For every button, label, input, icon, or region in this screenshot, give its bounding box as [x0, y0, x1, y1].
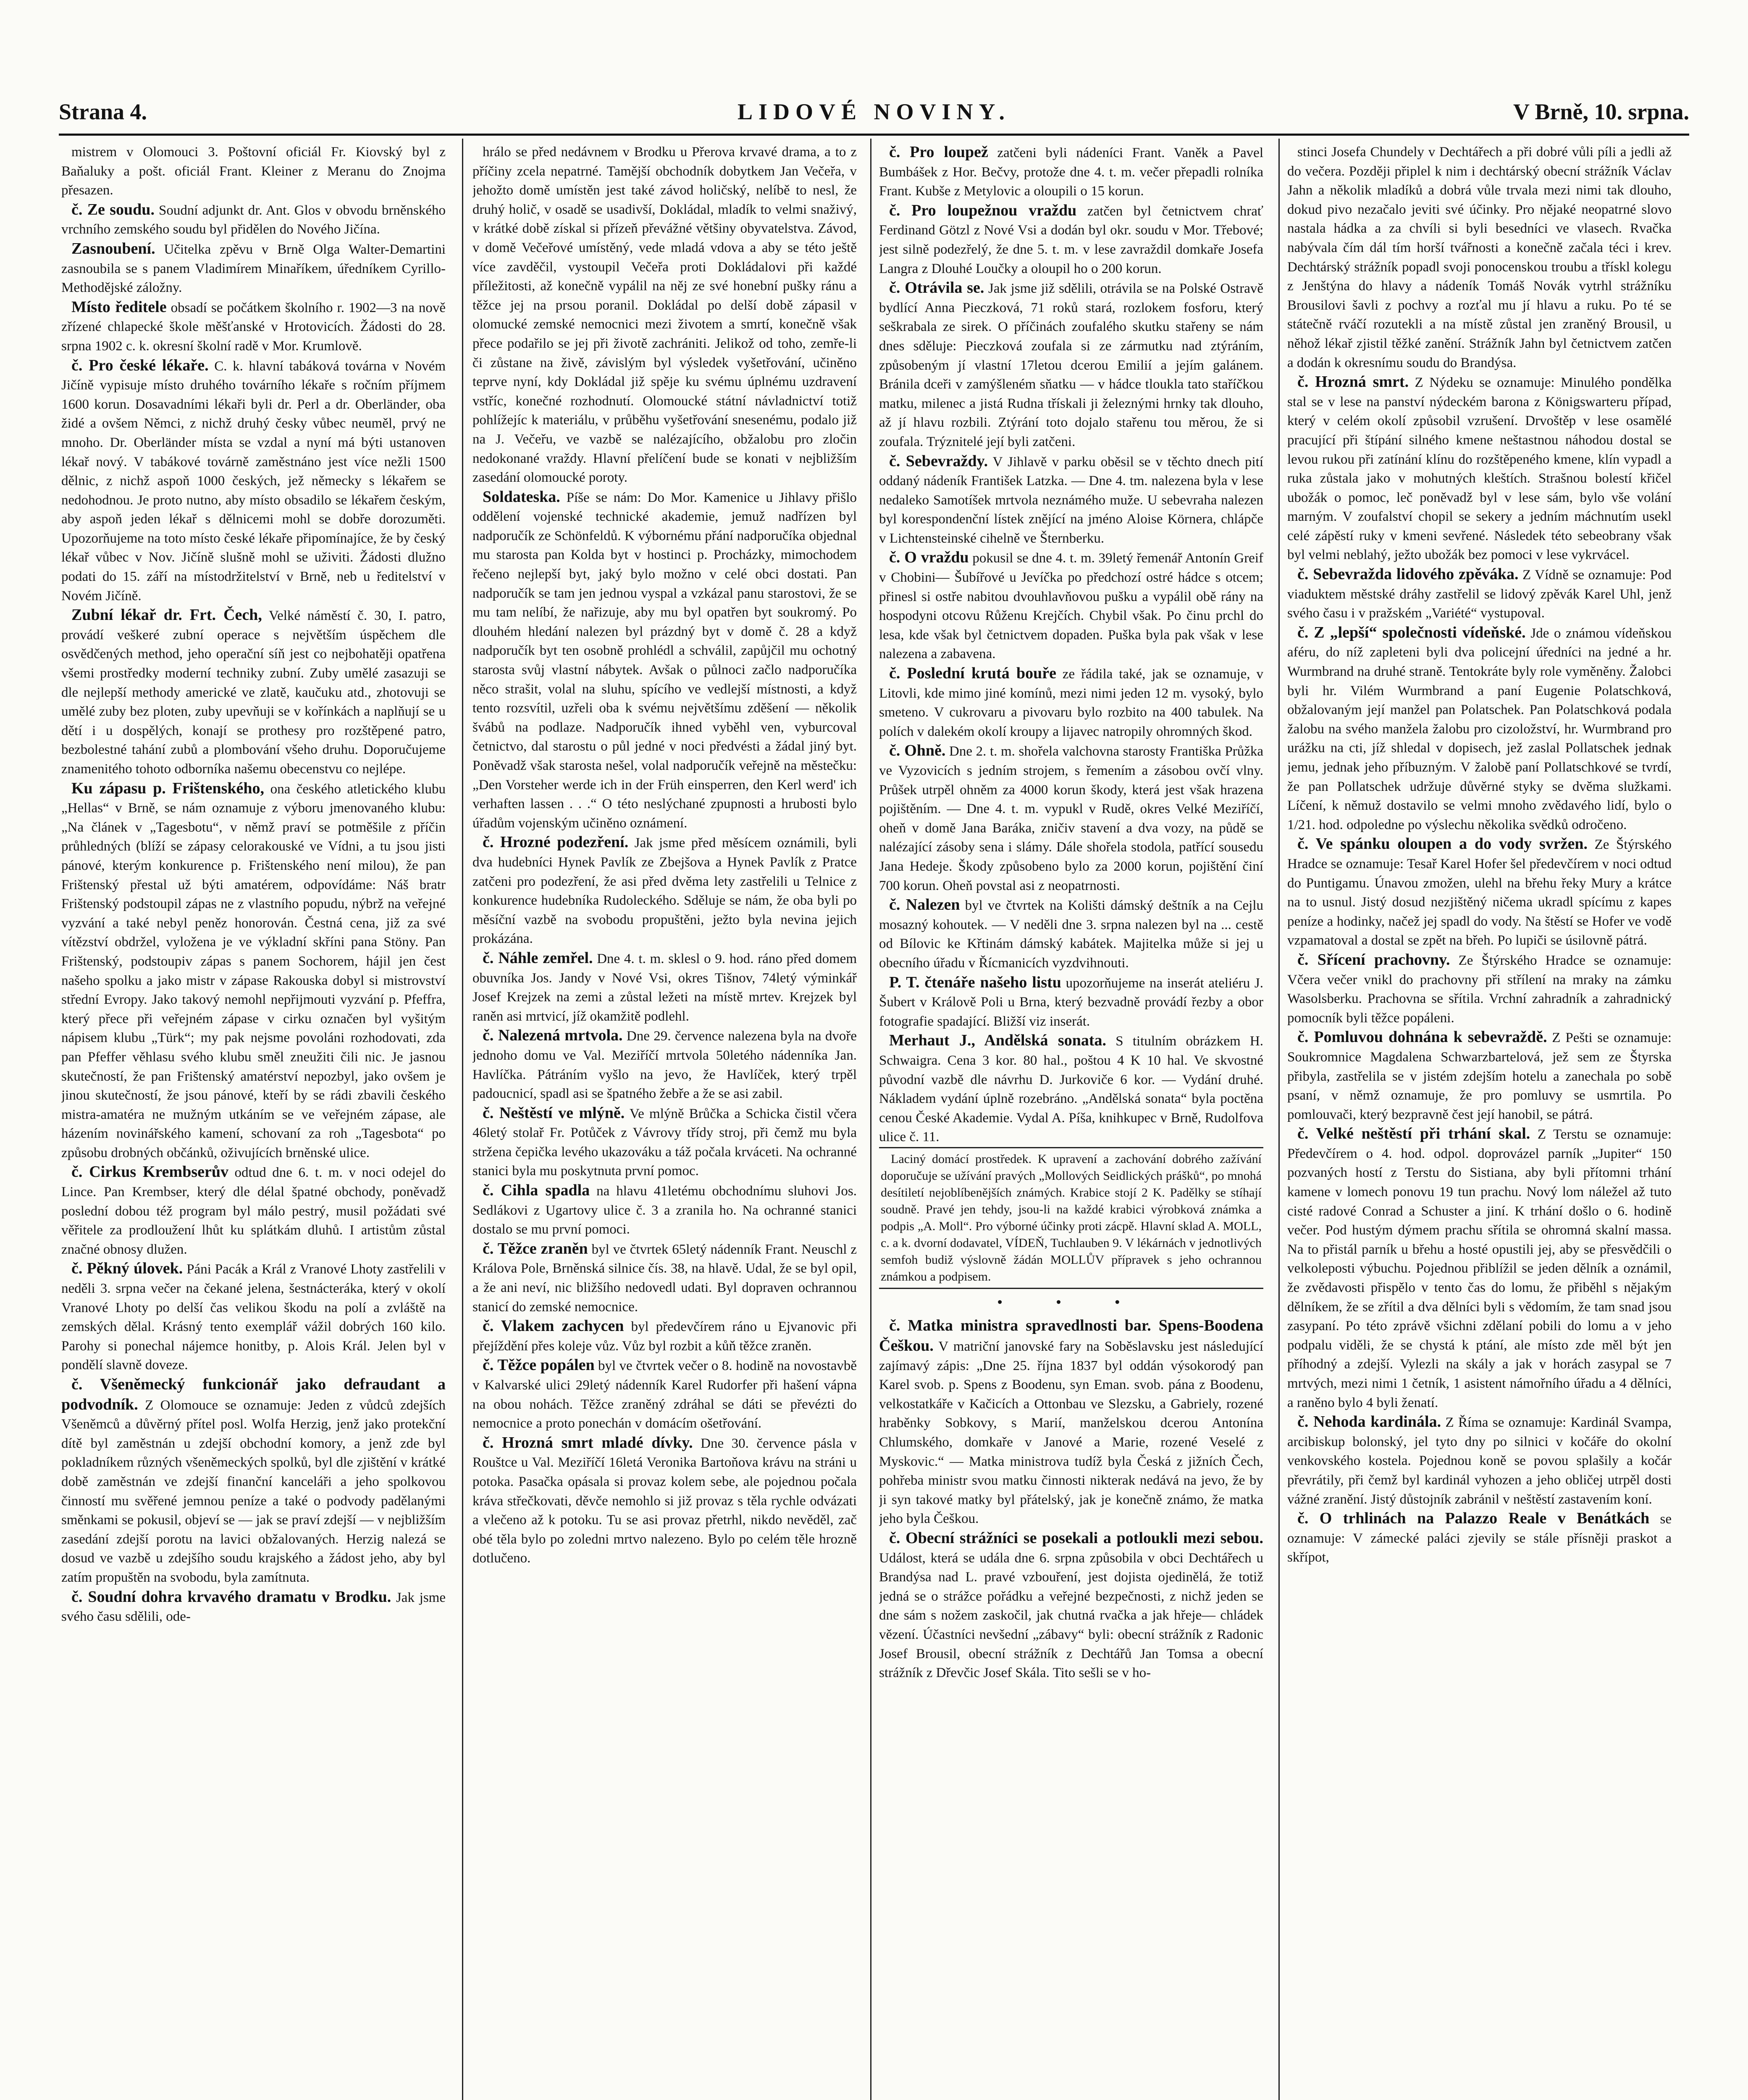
article-headline: č. Z „lepší“ společnosti vídeňské. — [1297, 623, 1526, 641]
article-paragraph — [1287, 143, 1672, 373]
article-paragraph — [472, 1433, 857, 1568]
article-paragraph — [472, 488, 857, 833]
article-text: Ze Štýrského Hradce se oznamuje: Včera večer vnikl do prachovny při střílení na mraky na zámku Wasolsberku. Prachovna se sřítila. Vrchní zahradník a zahradnický pomocník byli těžce popáleni. — [1287, 953, 1672, 1026]
article-headline: Merhaut J., Andělská sonata. — [889, 1032, 1107, 1050]
article-text: Učitelka zpěvu v Brně Olga Walter-Demartini zasnoubila se s panem Vladimírem Minaříkem, úředníkem Cyrillo-Methodějské záložny. — [61, 242, 446, 296]
article-headline: č. Soudní dohra krvavého dramatu v Brodku. — [71, 1588, 391, 1606]
column-divider — [870, 139, 871, 2100]
article-text: zatčeni byli nádeníci Frant. Vaněk a Pavel Bumbášek z Hor. Bečvy, protože dne 4. t. m. večer přepadli rolníka Frant. Kubše z Metylovic a oloupili o 15 korun. — [879, 145, 1263, 199]
article-paragraph — [1287, 1124, 1672, 1412]
article-paragraph — [61, 298, 446, 356]
article-paragraph — [472, 949, 857, 1026]
article-text: zatčen byl četnictvem chrať Ferdinand Götzl z Nové Vsi a dodán byl okr. soudu v Mor. Třebové; jest silně podezřelý, že dne 5. t. m. v lese zavraždil domkaře Josefa Langra z Dlouhé Loučky a oloupil ho o 200 korun. — [879, 203, 1263, 276]
article-headline: č. Všeněmecký funkcionář jako defraudant a podvodník. — [61, 1376, 446, 1413]
header-rule — [59, 134, 1689, 136]
article-paragraph — [61, 606, 446, 779]
masthead-title: LIDOVÉ NOVINY. — [737, 99, 1011, 124]
article-paragraph — [879, 548, 1263, 664]
article-headline: č. Sebevraždy. — [889, 452, 988, 470]
article-text: Dne 4. t. m. sklesl o 9. hod. ráno před domem obuvníka Jos. Jandy v Nové Vsi, okres Tišnov, 74letý výminkář Josef Krejzek na zemi a zůstal ležeti na místě mrtev. Krejzek byl raněn asi mrtvicí, jíž okamžitě podlehl. — [472, 951, 857, 1024]
article-text: Jak jsme již sdělili, otrávila se na Polské Ostravě bydlící Anna Pieczková, 71 roků stará, rozlokem fosforu, který seškrabala ze sirek. O příčinách zoufalého skutku stařeny se nám dnes sděluje: Pieczková zoufala si ze zármutku nad ztýráním, způsobeným jí vlastní 17letou dcerou Emilií a jejím galánem. Bránila dceři v zamýšleném sňatku — v hádce tloukla tato staříčkou matku, milenec a jistá Rudna třískali ji železnými hrnky tak dlouho, až jí hlavu rozbili. Ztýrání toto dojalo stařenu tou měrou, že si zoufala. Trýznitelé její byli zatčeni. — [879, 281, 1263, 449]
article-headline: č. Pomluvou dohnána k sebevraždě. — [1297, 1028, 1547, 1046]
article-text: V matriční janovské fary na Soběslavsku jest následující zajímavý zápis: „Dne 25. října 1837 byl oddán výsokorodý pan Karel svob. p. Spens z Boodenu, syn Eman. svob. pána z Boodenu, velkostatkáře v Kačicích a Ottonbau ve Slezsku, a Gabriely, rozené hraběnky Sobkovy, s Marií, manželskou dcerou Antonína Chlumského, domkaře v Janové a Marie, rozené Veselé z Myskovic.“ — Matka ministrova tudíž byla Česká z jižních Čech, pohřeba ministr svou matku činnosti nikterak nedává na jevo, že by ji syn takové matky byl přátelský, jak je konečně známo, že matka jeho byla Češkou. — [879, 1339, 1263, 1527]
article-headline: P. T. čtenáře našeho listu — [889, 973, 1061, 991]
article-text: na hlavu 41letému obchodnímu sluhovi Jos. Sedlákovi z Ugartovy ulice č. 3 a zranila ho. Na ochranné stanici dostalo se mu první pomoci. — [472, 1184, 857, 1237]
article-headline: č. Nehoda kardinála. — [1297, 1413, 1441, 1431]
article-paragraph — [472, 1239, 857, 1317]
article-paragraph — [1287, 565, 1672, 623]
article-headline: č. Cihla spadla — [483, 1181, 590, 1200]
article-paragraph — [472, 1104, 857, 1181]
article-text: obsadí se počátkem školního r. 1902—3 na nově zřízené chlapecké škole měšťanské v Hrotovicích. Žádosti do 28. srpna 1902 c. k. okresní školní radě v Mor. Krumlově. — [61, 300, 446, 354]
article-headline: č. Nalezená mrtvola. — [483, 1026, 623, 1045]
article-paragraph — [61, 200, 446, 239]
article-headline: č. Těžce popálen — [483, 1356, 595, 1374]
article-text: mistrem v Olomouci 3. Poštovní oficiál Fr. Kiovský byl z Baňaluky a pošt. oficiál Frant. Kleiner z Meranu do Znojma přesazen. — [61, 144, 446, 198]
article-text: Z Olomouce se oznamuje: Jeden z vůdců zdejších Všeněmců a důvěrný přítel posl. Wolfa Herzig, jenž jako protekční dítě byl zaměstnán u zdejší obchodní komory, a jenž zde byl pokladníkem různých všeněmeckých spolků, byl dle zjištění v krátké době zaměstnán ve zdejší finanční kanceláři a jeho spolkovou činností mu svěřené jemnou peníze a také o podvody padělanými směnkami se pokusil, objeví se — jak se praví zdejší — v nejbližším zasedání zdejší porotu na lavici obžalovaných. Herzig nalezá se dosud ve vazbě u zdejšího soudu krajského a žádost jeho, aby byl zatím propuštěn na svobodu, byla zamítnuta. — [61, 1397, 446, 1585]
article-text: Soudní adjunkt dr. Ant. Glos v obvodu brněnského vrchního zemského soudu byl přidělen do Nového Jičína. — [61, 202, 446, 237]
article-paragraph — [1287, 373, 1672, 565]
article-text: V Jihlavě v parku oběsil se v těchto dnech pití oddaný nádeník František Latzka. — Dne 4. tm. nalezena byla v lese nedaleko Samotíšek mrtvola neznámého muže. U sebevraha nalezen byl korespondenční lístek znějící na jméno Aloise Körnera, chlápče v Lichtensteinské cihelně ve Šternberku. — [879, 454, 1263, 546]
article-paragraph — [879, 895, 1263, 973]
article-text: Ve mlýně Brůčka a Schicka čistil včera 46letý stolař Fr. Potůček z Vávrovy třídy stroj, při čemž mu byla stržena čepička levého ukazováku a táž počala krváceti. Na ochranné stanici byla mu poskytnuta první pomoc. — [472, 1106, 857, 1179]
article-headline: č. Velké neštěstí při trhání skal. — [1297, 1125, 1530, 1143]
article-headline: č. Ve spánku oloupen a do vody svržen. — [1297, 835, 1588, 853]
article-paragraph — [472, 1181, 857, 1239]
article-paragraph — [61, 1259, 446, 1375]
article-text: ze řádila také, jak se oznamuje, v Litovli, kde mimo jiné komínů, mezi nimi jeden 12 m. vysoký, bylo smeteno. V cukrovaru a pivovaru bylo rozbito na 400 tabulek. Na polích v dalekém okolí kroupy a lijavec natropily ohromných škod. — [879, 667, 1263, 739]
article-text: byl ve čtvrtek 65letý nádenník Frant. Neuschl z Králova Pole, Brněnská silnice čís. 38, na hlavě. Udal, že se byl opil, a že ani neví, nic bližšího nedovedl udati. Byl dopraven ochrannou stanicí do zemské nemocnice. — [472, 1242, 857, 1315]
article-paragraph — [61, 1588, 446, 1627]
article-text: byl předevčírem ráno u Ejvanovic při přejíždění přes koleje vůz. Vůz byl rozbit a kůň těžce zraněn. — [472, 1319, 857, 1354]
article-text: Píše se nám: Do Mor. Kamenice u Jihlavy přišlo oddělení vojenské technické akademie, jemuž nadřízen byl nadporučík ze Schönfeldů. K výbornému přání nadporučíka objednal mu starosta pan Kolda byt v hostinci p. Procházky, mimochodem řečeno nejlepší byt, jaký bylo možno v celé obci dostati. Pan nadporučík se tam jen jednou vyspal a vzkázal panu starostovi, že se mu tam nelíbí, že nařizuje, aby mu byl opatřen byt soukromý. Po dlouhém hledání nalezen byl prázdný byt v domě č. 28 a když nadporučík byt ten osobně prohlédl a schválil, zapůjčil mu ochotný starosta svůj vlastní nábytek. Avšak o půlnoci začlo nadporučíka něco strašit, volal na sluhu, spícího ve vedlejší místnosti, a když tento rozsvítil, uzřeli oba k svému největšímu zděšení — několik švábů na podlaze. Nadporučík ihned vyběhl ven, vyburcoval četnictvo, dal starostu o půl jedné v noci předvésti a žádal jiný byt. Poněvadž však starosta nešel, volal nadporučík veřejně na městečku: „Den Vorsteher werde ich in der Früh einsperren, den Kerl werd' ich verhaften lassen . . .“ O této neslýchané zpupnosti a hrubosti bylo úřadům vojenským učiněno oznámení. — [472, 490, 857, 831]
article-paragraph — [879, 741, 1263, 895]
article-headline: Soldateska. — [483, 488, 560, 506]
column-4 — [1287, 143, 1672, 2100]
article-headline: č. Matka ministra spravedlnosti bar. Spens-Boodena Češkou. — [879, 1317, 1263, 1355]
article-headline: č. Otrávila se. — [889, 279, 984, 297]
article-headline: č. Náhle zemřel. — [483, 949, 593, 967]
article-headline: Místo ředitele — [71, 298, 167, 316]
article-text: Z Terstu se oznamuje: Předevčírem o 4. hod. odpol. doprovázel parník „Jupiter“ 150 pozvaných hostí z Terstu do Sistiana, aby byli přítomni trhání kamene v lomech ponovu 19 tun prachu. Nový lom náležel až tuto cisté radové Conrad a Schuster a jiní. K trhání došlo o 6. hodině večer. Pod hustým dýmem prachu sřítila se ohromná skalní massa. Na to přistál parník u břehu a hosté opustili jej, aby se přesvědčili o velkoleposti výbuchu. Pojednou přiblížil se jeden dělník a oznámil, že zvědavosti přispělo v tento čas do lomu, že přiběhl s nějakým dělníkem, že se zřítil a dva dělníci byli s vědomím, že tam snad jsou zasypaní. Po této zprávě všichni zdělaní pobili do lomu a v jeho podpalu viděli, že se chystá k ptání, ale místo zde měl být jen příhodný a zdejší. Vylezli na skály a jak v horách zasypal se 7 mrtvých, mezi nimi 1 četník, 1 asistent námořního úřadu a 4 dělníci, a raněno bylo 4 byli ženatí. — [1287, 1127, 1672, 1410]
article-headline: č. Ze soudu. — [71, 200, 155, 218]
article-headline: č. Pro české lékaře. — [71, 356, 209, 374]
article-paragraph — [1287, 623, 1672, 835]
article-text: Dne 29. července nalezena byla na dvoře jednoho domu ve Val. Meziříčí mrtvola 50letého nádenníka Jan. Havlíčka. Pátráním vyšlo na jevo, že Havlíček, který trpěl padoucnicí, spadl asi se špatného žebře a že se asi zabil. — [472, 1029, 857, 1102]
column-2 — [472, 143, 857, 2100]
article-paragraph — [1287, 1028, 1672, 1124]
article-paragraph — [61, 239, 446, 298]
article-text: ona českého atletického klubu „Hellas“ v Brně, se nám oznamuje z výboru jmenovaného klubu: „Na článek v „Tagesbotu“, v němž praví se potměšile z příčin průhledných (blíží se zápasy celorakouské ve Vídni, a tu jsou jisti pánové, kterým konkurence p. Frištenského není milou), že pan Frištenský přestal už býti amatérem, odpovídáme: Náš bratr Frištenský podstoupil zápas ne z vlastního popudu, nýbrž na veřejné vyzvání a také nebyl peněz honorován. Čestná cena, již za své vítězství obdržel, vyložena je ve výkladní skříni pana Stöny. Pan Frištenský, podstoupiv zápas s panem Sochorem, hájil jen čest našeho spolku a jako mistr v zápase Rakouska dobyl si mistrovství střední Evropy. Jako takový nemohl nepřijmouti vyzvání p. Pfeffra, který přece při veřejném zápase v cirku označen byl vyšitým nápisem klubu „Türk“; my pak nejsme povoláni rozhodovati, zda pan Pfeffer věhlasu svého klubu směl zneužiti čili nic. Je jasnou skutečností, že pan Frištenský amatérství nepozbyl, jako ovšem je jinou skutečností, že jsou pánové, kteří by se rádi zbavili českého mistra-amatéra ne mužným utkáním se ve veřejném zápase, ale házením novinářského kamení, schovaní za roh „Tagesbota“ po způsobu drobných občánků, oživujících brněnské ulice. — [61, 781, 446, 1160]
article-paragraph — [1287, 1509, 1672, 1567]
article-headline: č. Pro loupežnou vraždu — [889, 201, 1077, 219]
article-headline: č. O trhlinách na Palazzo Reale v Benátkách — [1297, 1509, 1650, 1528]
article-headline: č. Hrozné podezření. — [483, 833, 629, 851]
advertisement — [879, 1147, 1263, 1289]
article-text: Velké náměstí č. 30, I. patro, provádí veškeré zubní operace s největším úspěchem dle osvědčených method, jeho operační síň jest co nejbohatěji opatřena všemi prostředky moderní techniky zubní. Zuby umělé zasazuji se dle nejlepší methody americké ve zlatě, kaučuku atd., zhotovuji se umělé zuby bez ploten, zuby upevňuji se v kořínkách a naplňují se u dětí i u dospělých, konají se prothesy pro rozštěpené patro, bezbolestné tahání zubů a plombování všeho druhu. Doporučujeme znamenitého tohoto odborníka našemu obecenstvu co nejlépe. — [61, 608, 446, 777]
article-text: Laciný domácí prostředek. K upravení a zachování dobrého zažívání doporučuje se užívání pravých „Mollových Seidlických prášků“, po mnohá desítiletí nejoblíbenějších známých. Krabice stojí 2 K. Padělky se stíhají soudně. Pravé jen tehdy, jsou-li na každé krabici výrobková známka a podpis „A. Moll“. Pro výborné účinky proti zácpě. Hlavní sklad A. MOLL, c. a k. dvorní dodavatel, VÍDEŇ, Tuchlauben 9. V lékárnách v jednotlivých semfoh budiž výslovně žádán MOLLŮV přípravek s jeho ochrannou známkou a podpisem. — [881, 1152, 1262, 1284]
article-paragraph — [879, 973, 1263, 1032]
article-headline: Ku zápasu p. Frištenského, — [71, 779, 265, 797]
article-text: Událost, která se udála dne 6. srpna způsobila v obci Dechtářech u Brandýsa nad L. pravé vzbouření, jest dojista ojedinělá, že totiž jedná se o strážce pořádku a veřejné bezpečnosti, z nichž jeden se dne sám s nožem zaskočil, jak chutná rvačka a jak hřeje— chládek vězení. Účastníci nevšední „zábavy“ byli: obecní strážník z Radonic Josef Brousil, obecní strážník z Dechtářů Jan Tomsa a obecní strážník z Dřevčic Josef Skála. Tito sešli se v ho- — [879, 1550, 1263, 1681]
article-headline: č. Poslední krutá bouře — [889, 664, 1056, 682]
article-headline: Zasnoubení. — [71, 239, 155, 257]
article-headline: č. Hrozná smrt. — [1297, 373, 1409, 391]
article-headline: Zubní lékař dr. Frt. Čech, — [71, 606, 262, 624]
article-headline: č. Hrozná smrt mladé dívky. — [483, 1433, 693, 1452]
article-headline: č. Sřícení prachovny. — [1297, 950, 1450, 969]
article-headline: č. Neštěstí ve mlýně. — [483, 1104, 625, 1122]
article-text: byl ve čtvrtek na Kolišti dámský deštník a na Cejlu mosazný kohoutek. — V neděli dne 3. srpna nalezen byl na ... cestě od Bílovic ke Křtinám dámský kabátek. Majitelka může si jej u obecního úřadu v Řícmanicích vyzdvihnouti. — [879, 898, 1263, 971]
article-text: Z Nýdeku se oznamuje: Minulého pondělka stal se v lese na panství nýdeckém barona z Königswarteru případ, který v celém okolí způsobil vzrušení. Drvoštěp v lese osamělé pracující při štípání silného kmene neštastnou náhodou dostal se levou rukou při zatínání klínu do rozštěpeného kmene, klín vypadl a ruka zůstala jako v mohutných kleštích. Strašnou bolestí křičel ubožák o pomoc, leč poněvadž byl v lese sám, bylo vše volání marným. V zoufalství chopil se sekery a jedním máchnutím usekl celé zápěstí ruky v kmeni sevřené. Následek této sebeobrany však byl velmi neblahý, ježto ubožák bez pomoci v lese vykrvácel. — [1287, 375, 1672, 563]
place-date: V Brně, 10. srpna. — [1513, 99, 1689, 124]
page-header — [59, 99, 1689, 124]
article-headline: č. O vraždu — [889, 549, 969, 567]
article-headline: č. Ohně. — [889, 742, 946, 760]
article-paragraph — [61, 779, 446, 1163]
page-number: Strana 4. — [59, 99, 147, 124]
article-text: upozorňujeme na inserát ateliéru J. Šubert v Králově Poli u Brna, který bezvadně provádí řezby a obor fotografie spadající. Bližší viz inserát. — [879, 975, 1263, 1029]
article-text: Dne 2. t. m. shořela valchovna starosty Františka Průžka ve Vyzovicích s jedním strojem, s řemením a zásobou ovčí vlny. Průšek utrpěl ohněm za 4000 korun škody, která jest však hrazena pojištěním. — Dne 4. t. m. vypukl v Rudě, okres Velké Meziříčí, oheň v domě Jana Baráka, zničiv stavení a dva vozy, na půdě se nalézající zásoby sena i slámy. Dále shořela stodola, patřící sousedu Jana Hedeje. Škody způsobeno bylo za 2000 korun, pojištění činí 700 korun. Oheň povstal asi z neopatrnosti. — [879, 744, 1263, 893]
article-headline: č. Sebevražda lidového zpěváka. — [1297, 565, 1519, 583]
article-paragraph — [1287, 950, 1672, 1028]
article-headline: č. Pro loupež — [889, 143, 988, 161]
article-paragraph — [61, 1163, 446, 1259]
article-headline: č. Obecní strážníci se posekali a potloukli mezi sebou. — [889, 1529, 1263, 1547]
article-paragraph — [1287, 1412, 1672, 1509]
column-divider — [462, 139, 463, 2100]
article-paragraph — [879, 278, 1263, 452]
article-paragraph — [879, 143, 1263, 201]
column-divider — [1278, 139, 1280, 2100]
article-text: stinci Josefa Chundely v Dechtářech a při dobré vůli píli a jedli až do večera. Později připlel k nim i dechtárský obecní strážník Václav Jahn a několik mladíků a dobrá vůle trvala mezi nimi tak dlouho, dokud pivo nezačalo jeviti své účinky. Pro nějaké neopatrné slovo nastala hádka a za chvíli si byli besedníci ve vlasech. Rvačka nabývala čím dál tím horší tvářnosti a konečně začala téci i krev. Dechtárský strážník popadl svoji ponocenskou troubu a třískl kolegu z Jenštýna do hlavy a nádeník Tomáš Novák vytrhl strážníku Brousilovi šavli z pochvy a rozťal mu jí hlavu a ruku. Po té se státečně rváčí rozutekli a na místě zůstal jen zraněný Brousil, u něhož lékař zjistil těžké zanění. Strážník Jahn byl četnictvem zatčen a dodán k okresnímu soudu do Brandýsa. — [1287, 144, 1672, 370]
article-headline: č. Vlakem zachycen — [483, 1317, 624, 1335]
article-headline: č. Nalezen — [889, 896, 960, 914]
article-text: Jde o známou vídeňskou aféru, do níž zapleteni byli dva policejní úředníci na jedné a hr. Wurmbrand na druhé straně. Tentokráte byly role vyměněny. Žalobci byli hr. Vilém Wurmbrand a paní Eugenie Polatschková, obžalovaným její manžel pan Polatschek. Pan Polatschková podala žalobu na svého manžela žalobu pro cizoložství, hr. Wurmbrand pro urážku na cti, jíž shledal v dopisech, jež zaslal Pollatschek jednak jemu, jednak jeho příbuzným. V žalobě paní Pollatschkové se tvrdí, že pan Pollatschek udržuje důvěrné styky se dvěma služkami. Líčení, k němuž dostavilo se velmi mnoho zvědavého lidí, bylo o 1/21. hod. odpoledne po výslechu několika svědků odročeno. — [1287, 625, 1672, 832]
article-text: Z Pešti se oznamuje: Soukromnice Magdalena Schwarzbartelová, jež sem ze Štyrska přibyla, zastřelila se v jistém zdejším hotelu a zanechala po sobě psaní, v němž oznamuje, že pro pomluvy se usmrtila. Po pomlouvači, který bezpravně čest její hanobil, se pátrá. — [1287, 1030, 1672, 1122]
article-text: Ze Štýrského Hradce se oznamuje: Tesař Karel Hofer šel předevčírem v noci odtud do Puntigamu. Únavou zmožen, ulehl na břehu řeky Mury a krátce na to usnul. Jistý dosud nezjištěný ničema ukradl spícímu z kapes peníze a hodinky, načež jej spadl do vody. Na štěstí se Hofer ve vodě vzpamatoval a dostal se zpět na břeh. Po lupiči se úsilovně pátrá. — [1287, 837, 1672, 948]
article-paragraph — [472, 833, 857, 949]
column-3 — [879, 143, 1263, 2100]
separator-dots: • • • — [997, 1294, 1145, 1310]
article-paragraph — [472, 1356, 857, 1433]
article-paragraph — [879, 1031, 1263, 1147]
article-paragraph — [879, 201, 1263, 278]
article-headline: č. Pěkný úlovek. — [71, 1260, 183, 1278]
article-paragraph — [1287, 835, 1672, 950]
article-paragraph — [879, 452, 1263, 549]
article-text: Jak jsme před měsícem oznámili, byli dva hudebníci Hynek Pavlík ze Zbejšova a Hynek Pavlík z Pratce zatčeni pro podezření, že asi před dvěma lety zastřelili u Telnice z konkurence hudebníka Rudoleckého. Sděluje se nám, že oba byli po měsíční vazbě na svobodu propuštěni, ježto byla nevina jejich prokázána. — [472, 835, 857, 947]
article-text: hrálo se před nedávnem v Brodku u Přerova krvavé drama, a to z příčiny zcela nepatrné. Tamější obchodník dobytkem Jan Večeřa, v jehožto domě umístěn jest také závod holičský, nelíbě to nesl, že druhý holič, v osadě se usadivší, Dokládal, mladík to velmi snaživý, v krátké době získal si přízeň převážné většiny obyvatelstva. Závod, v domě Večeřové umístěný, vede mladá vdova a aby se této ještě více zavděčil, vystoupil Večeřa proti Dokládalovi při každé příležitosti, až konečně vypálil na něj ze své honební pušky ránu a těžce jej na prsou poranil. Dokládal po delší době zápasil v olomucké zemské nemocnici mezi životem a smrtí, konečně však přece podařilo se jej při životě zachrániti. Jelikož od toho, zemře-li či zůstane na živě, závislým byl výsledek vyšetřování, učiněno teprve nyní, kdy Dokládal již spěje ku svému úplnému uzdravení vstříc, konečné rozhodnutí. Olomoucké státní návladnictví totiž pohlížejíc k materiálu, v průběhu vyšetřování snesenému, podalo již na J. Večeřu, ve vazbě se nalézajícího, obžalobu pro zločin nedokonané vraždy. Hlavní přelíčení bude se konati v nejbližším zasedání olomoucké poroty. — [472, 144, 857, 486]
article-paragraph — [61, 356, 446, 606]
article-text: byl ve čtvrtek večer o 8. hodině na novostavbě v Kalvarské ulici 29letý nádenník Karel Rudorfer při hašení vápna na obou nohách. Těžce zraněný zdráhal se dáti se převézti do nemocnice a proto ponechán v domácím ošetřování. — [472, 1358, 857, 1431]
article-paragraph — [879, 1316, 1263, 1529]
article-text: C. k. hlavní tabáková továrna v Novém Jičíně vypisuje místo druhého továrního lékaře s ročním příjmem 1600 korun. Dosavadními lékaři byli dr. Perl a dr. Oberländer, oba židé a ovšem Němci, z nichž druhý česky vůbec neuměl, prvý ne mnoho. Dr. Oberländer místa se vzdal a nyní má býti ustanoven lékař nový. V tabákové továrně zaměstnáno jest více nežli 1500 dělnic, z nichž aspoň 1000 českých, jež německy s lékařem se nedohodnou. Je proto nutno, aby místo obsadilo se lékařem českým, aby aspoň jeden lékař s dělnicemi mohl se dobře dorozuměti. Upozorňujeme na toto místo české lékaře připomínajíce, že by český lékař vůbec v Nov. Jičíně slušně mohl se uživiti. Žádosti dlužno podati do 15. září na místodržitelství v Brně, neb u ředitelství v Novém Jičíně. — [61, 358, 446, 604]
article-text: Páni Pacák a Král z Vranové Lhoty zastřelili v neděli 3. srpna večer na čekané jelena, šestnácteráka, který v okolí Vranové Lhoty po delší čas velikou škodu na polí a zvláště na zemských dělal. Krásný tento exemplář vážil dobrých 160 kilo. Parohy si ponechal nájemce honitby, p. Alois Král. Jelen byl v pondělí slavně doveze. — [61, 1262, 446, 1373]
article-paragraph — [61, 1375, 446, 1588]
article-paragraph — [879, 1529, 1263, 1683]
article-text: Dne 30. července pásla v Rouštce u Val. Meziříčí 16letá Veronika Bartoňova krávu na stráni u potoka. Pasačka opásala si provaz kolem sebe, ale pojednou počala kráva střečkovati, děvče nemohlo si již provaz s těla rychle odvázati a vlečeno až k potoku. Tu se asi provaz přetrhl, nikdo nevěděl, zač obé těla bylo po zoledni mrtvo nalezeno. Bylo po celém těle hrozně dotlučeno. — [472, 1436, 857, 1566]
article-text: se oznamuje: V zámecké paláci zjevily se stále přísněji praskot a skřípot, — [1287, 1512, 1672, 1565]
article-text: S titulním obrázkem H. Schwaigra. Cena 3 kor. 80 hal., poštou 4 K 10 hal. Ve skvostné původní vazbě dle návrhu D. Jurkoviče 6 kor. — Vydání druhé. Nákladem vydání úplně rozebráno. „Andělská sonata“ byla poctěna cenou České Akademie. Vydal A. Píša, knihkupec v Brně, Rudolfova ulice č. 11. — [879, 1034, 1263, 1145]
article-text: odtud dne 6. t. m. v noci odejel do Lince. Pan Krembser, který dle délal špatné obchody, poněvadž poslední dobou též program byl málo pestrý, musil požádati své věřitele za prodloužení lhůt ku splátkám dluhů. I artistům zůstal značné obnosy dlužen. — [61, 1165, 446, 1257]
article-paragraph — [61, 143, 446, 200]
article-text: pokusil se dne 4. t. m. 39letý řemenář Antonín Greif v Chobini— Šubířové u Jevíčka po předchozí ostré hádce s otcem; přinesl si ostře nabitou dvouhlavňovou pušku a vypálil obě rány na hospodyni otcovu Růženu Krejčích. Chybil však. Po činu prchl do lesa, kde však byl četnictvem dopaden. Puška byla pak však v lese nalezena a zabavena. — [879, 551, 1263, 662]
article-text: Z Vídně se oznamuje: Pod viaduktem městské dráhy zastřelil se lidový zpěvák Karel Uhl, jenž svého času i v pražském „Variété“ vystupoval. — [1287, 567, 1672, 621]
article-text: Jak jsme svého času sdělili, ode- — [61, 1590, 446, 1625]
article-paragraph — [472, 143, 857, 488]
column-1 — [61, 143, 446, 2100]
article-paragraph — [472, 1317, 857, 1356]
article-text: Z Říma se oznamuje: Kardinál Svampa, arcibiskup bolonský, jel tyto dny po silnici v kočáře do okolní venkovského kostela. Pojednou koně se povou splašily a kočár převrátily, při čemž byl kardinál vyhozen a jeho obličej utrpěl dosti vážné zranění. Jistý důstojník zabránil v neštěstí zastavením koní. — [1287, 1415, 1672, 1507]
article-paragraph — [472, 1026, 857, 1103]
article-headline: č. Těžce zraněn — [483, 1239, 588, 1257]
article-headline: č. Cirkus Krembserův — [71, 1163, 228, 1181]
article-paragraph — [879, 664, 1263, 741]
